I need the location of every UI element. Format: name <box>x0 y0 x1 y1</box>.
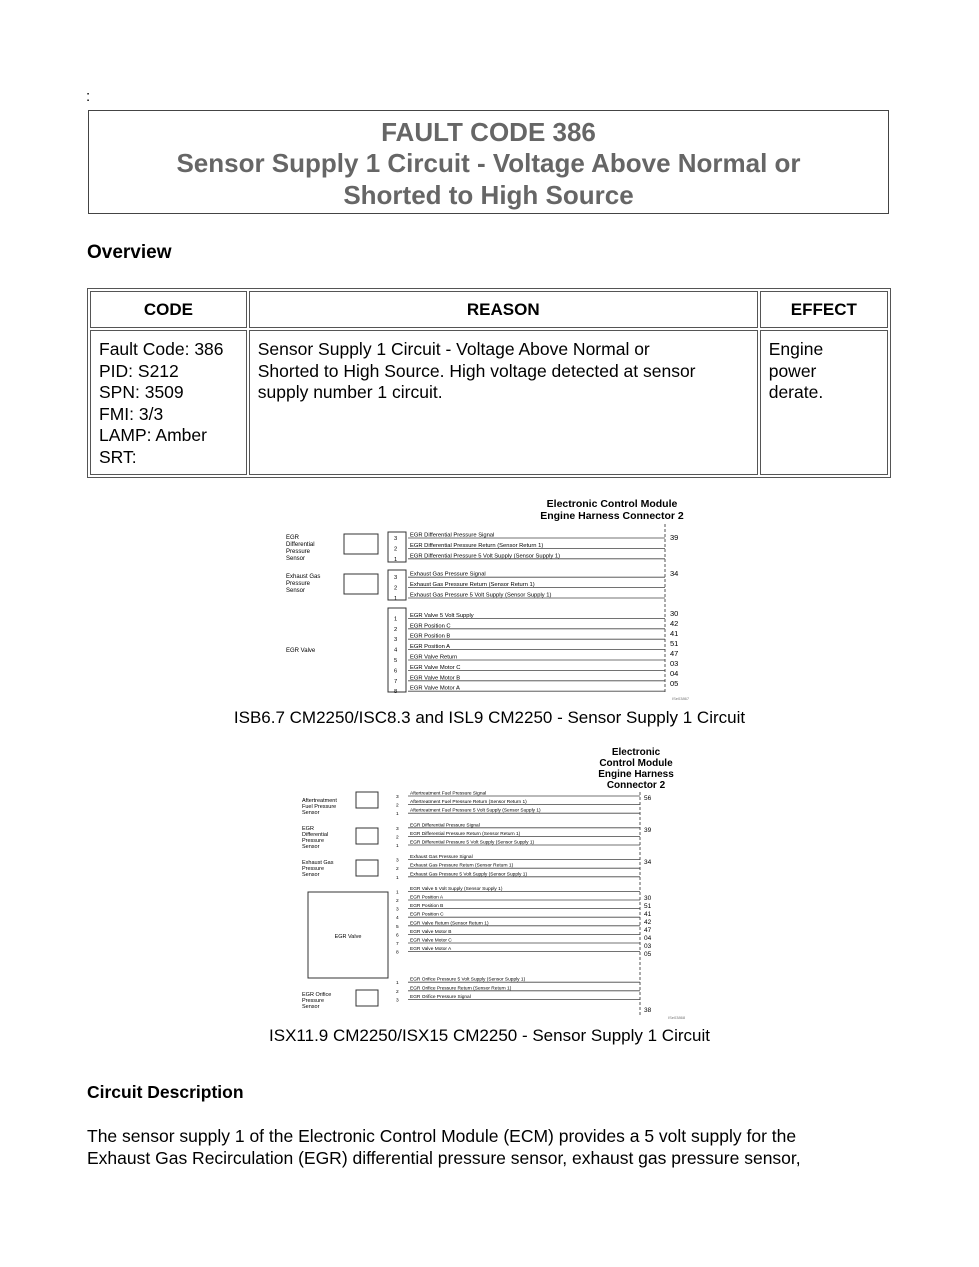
ecm-pin-label: 41 <box>670 629 679 638</box>
reason-line: Sensor Supply 1 Circuit - Voltage Above Normal or <box>257 339 650 359</box>
connector-pin-number: 2 <box>394 546 398 553</box>
wiring-diagram-2 <box>298 744 688 1020</box>
ecm-pin-label: 04 <box>644 935 652 942</box>
wire-label: EGR Differential Pressure Signal <box>410 823 480 829</box>
reason-cell <box>249 330 758 475</box>
component-label: EGR Differential Pressure Sensor <box>286 535 315 562</box>
diagram2-title: Engine Harness <box>598 769 674 780</box>
wire-label: EGR Position B <box>410 904 444 910</box>
wire-label: EGR Differential Pressure Return (Sensor Return 1) <box>410 542 544 549</box>
component-label: EGR Valve <box>286 648 316 654</box>
overview-heading: Overview <box>87 242 172 263</box>
connector-pin-number: 2 <box>396 867 399 873</box>
wire-label: EGR Differential Pressure 5 Volt Supply (Sensor Supply 1) <box>410 840 535 846</box>
sensor-icon <box>356 860 378 876</box>
ecm-pin-label: 03 <box>670 659 679 668</box>
ecm-pin-label: 39 <box>644 827 652 834</box>
ecm-pin-label: 51 <box>670 639 679 648</box>
wire-label: EGR Valve Motor C <box>410 938 452 944</box>
wire-label: EGR Orifice Pressure Return (Sensor Return 1) <box>410 986 512 992</box>
svg-text:ISe03867: ISe03867 <box>672 696 690 701</box>
wire-group <box>394 533 678 696</box>
table-row <box>90 330 888 475</box>
connector-pin-number: 8 <box>396 950 399 956</box>
reason-line: Shorted to High Source. High voltage detected at sensor <box>257 360 696 381</box>
wire-label: EGR Orifice Pressure 5 Volt Supply (Sensor Supply 1) <box>410 977 526 983</box>
diagram2-title: Control Module <box>599 758 673 769</box>
paragraph-line: The sensor supply 1 of the Electronic Control Module (ECM) provides a 5 volt supply for the <box>87 1126 797 1146</box>
page-title-box <box>88 110 889 214</box>
wire-label: Aftertreatment Fuel Pressure 5 Volt Supply (Sensor Supply 1) <box>410 808 541 814</box>
diagram1-title: Electronic Control Module <box>546 498 678 510</box>
wire-label: EGR Valve 5 Volt Supply <box>410 612 474 619</box>
component-label: Aftertreatment Fuel Pressure Sensor <box>302 798 337 816</box>
ecm-pin-label: 30 <box>670 609 679 618</box>
ecm-pin-label: 42 <box>670 619 679 628</box>
connector-pin-number: 1 <box>396 875 399 881</box>
code-line: FMI: 3/3 <box>99 403 164 424</box>
wire-label: EGR Position A <box>410 644 450 651</box>
header-reason: REASON <box>249 291 758 328</box>
wire-label: Aftertreatment Fuel Pressure Signal <box>410 791 487 797</box>
fault-code-table <box>87 288 891 478</box>
wire-label: EGR Orifice Pressure Signal <box>410 994 471 1000</box>
connector-pin-number: 6 <box>394 668 398 675</box>
connector-pin-number: 3 <box>396 907 399 913</box>
wire-label: Exhaust Gas Pressure 5 Volt Supply (Sensor Supply 1) <box>410 872 528 878</box>
wire-label: Exhaust Gas Pressure 5 Volt Supply (Sensor Supply 1) <box>410 592 552 599</box>
connector-pin-number: 2 <box>396 835 399 841</box>
wire-label: EGR Valve Motor C <box>410 664 461 671</box>
wire-label: EGR Valve Motor B <box>410 675 461 682</box>
ecm-pin-label: 05 <box>670 679 679 688</box>
diagram1-caption: ISB6.7 CM2250/ISC8.3 and ISL9 CM2250 - Sensor Supply 1 Circuit <box>233 708 746 727</box>
connector-pin-number: 3 <box>396 998 399 1004</box>
component-label: Exhaust Gas Pressure Sensor <box>286 574 321 594</box>
connector-pin-number: 3 <box>396 858 399 864</box>
connector-pin-number: 1 <box>396 812 399 818</box>
ecm-pin-label: 05 <box>644 951 652 958</box>
leading-colon: : <box>86 88 91 105</box>
page-subtitle-line1: Sensor Supply 1 Circuit - Voltage Above Normal or <box>176 148 801 178</box>
sensor-icon <box>356 792 378 808</box>
connector-pin-number: 2 <box>394 585 398 592</box>
connector-pin-number: 1 <box>396 844 399 849</box>
connector-pin-number: 2 <box>396 803 399 809</box>
component-label: EGR Orifice Pressure Sensor <box>302 992 332 1010</box>
connector-pin-number: 4 <box>396 916 399 922</box>
wire-label: EGR Valve Motor A <box>410 947 452 953</box>
wire-label: EGR Position A <box>410 895 444 901</box>
ecm-pin-label: 30 <box>644 895 652 902</box>
wire-label: Exhaust Gas Pressure Signal <box>410 855 473 861</box>
wire-label: EGR Differential Pressure Signal <box>410 532 495 539</box>
circuit-description-text <box>87 1126 887 1169</box>
ecm-pin-label: 51 <box>644 903 652 910</box>
wire-label: Aftertreatment Fuel Pressure Return (Sensor Return 1) <box>410 800 527 806</box>
ecm-pin-label: 34 <box>670 569 679 578</box>
wire-label: EGR Differential Pressure Return (Sensor Return 1) <box>410 831 521 837</box>
sensor-icon <box>356 990 378 1006</box>
connector-pin-number: 2 <box>396 989 399 995</box>
connector-pin-number: 3 <box>396 795 399 800</box>
code-line: Fault Code: 386 <box>99 339 224 359</box>
wire-label: Exhaust Gas Pressure Return (Sensor Return 1) <box>410 582 535 589</box>
header-code: CODE <box>90 291 247 328</box>
ecm-pin-label: 56 <box>644 795 652 802</box>
wire-label: EGR Valve 5 Volt Supply (Sensor Supply 1) <box>410 886 503 892</box>
connector-pin-number: 6 <box>396 933 399 939</box>
wire-label: EGR Position C <box>410 912 444 918</box>
connector-pin-number: 2 <box>394 626 398 633</box>
wire-label: EGR Position B <box>410 633 451 640</box>
header-effect: EFFECT <box>760 291 888 328</box>
svg-text:ISe03868: ISe03868 <box>668 1015 686 1020</box>
wire-label: EGR Differential Pressure 5 Volt Supply (Sensor Supply 1) <box>410 553 561 560</box>
code-line: SRT: <box>99 446 137 467</box>
wire-label: EGR Valve Return (Sensor Return 1) <box>410 921 489 927</box>
component-label: EGR Differential Pressure Sensor <box>302 826 329 850</box>
effect-line: power <box>768 360 817 381</box>
connector-pin-number: 2 <box>396 899 399 904</box>
ecm-pin-label: 42 <box>644 919 652 926</box>
connector-pin-number: 5 <box>394 658 398 664</box>
wire-label: EGR Position C <box>410 623 451 630</box>
connector-pin-number: 4 <box>394 647 398 654</box>
reason-line: supply number 1 circuit. <box>257 382 443 402</box>
wire-label: Exhaust Gas Pressure Signal <box>410 571 486 578</box>
connector-pin-number: 3 <box>394 575 398 582</box>
ecm-pin-label: 04 <box>670 669 679 678</box>
code-cell <box>90 330 247 475</box>
paragraph-line: Exhaust Gas Recirculation (EGR) differential pressure sensor, exhaust gas pressure sensor, <box>87 1147 801 1168</box>
table-header-row <box>90 291 888 328</box>
effect-cell <box>760 330 888 475</box>
page-subtitle-line2: Shorted to High Source <box>343 180 634 210</box>
connector-pin-number: 1 <box>396 981 399 987</box>
wire-label: EGR Valve Motor B <box>410 929 452 935</box>
connector-pin-number: 3 <box>394 536 398 542</box>
ecm-pin-label: 03 <box>644 943 652 950</box>
connector-pin-number: 1 <box>394 556 398 563</box>
code-line: SPN: 3509 <box>99 382 184 402</box>
connector-pin-number: 1 <box>396 890 399 896</box>
connector-pin-number: 5 <box>396 924 399 930</box>
wiring-diagram-1 <box>280 494 700 704</box>
ecm-pin-label: 38 <box>644 1007 652 1014</box>
effect-line: Engine <box>768 339 824 359</box>
connector-pin-number: 7 <box>394 678 398 685</box>
sensor-icon <box>344 534 378 554</box>
ecm-pin-label: 39 <box>670 533 679 542</box>
connector-pin-number: 7 <box>396 942 399 947</box>
ecm-pin-label: 47 <box>644 927 652 934</box>
wire-label: EGR Valve Motor A <box>410 685 460 692</box>
wire-label: Exhaust Gas Pressure Return (Sensor Return 1) <box>410 863 514 869</box>
connector-pin-number: 1 <box>394 616 398 623</box>
ecm-pin-label: 47 <box>670 649 679 658</box>
ecm-pin-label: 41 <box>644 911 652 918</box>
diagram2-title: Electronic <box>611 747 661 758</box>
circuit-description-heading: Circuit Description <box>87 1082 244 1102</box>
wire-group <box>396 791 652 1015</box>
diagram1-title: Engine Harness Connector 2 <box>540 510 684 522</box>
connector-pin-number: 1 <box>394 596 398 602</box>
code-line: LAMP: Amber <box>99 425 207 445</box>
effect-line: derate. <box>768 382 824 402</box>
connector-pin-number: 8 <box>394 689 398 696</box>
component-label: Exhaust Gas Pressure Sensor <box>302 860 334 878</box>
diagram2-title: Connector 2 <box>606 780 666 791</box>
code-line: PID: S212 <box>99 360 179 381</box>
sensor-icon <box>344 574 378 594</box>
wire-label: EGR Valve Return <box>410 654 458 661</box>
sensor-icon <box>356 828 378 844</box>
connector-pin-number: 3 <box>396 826 399 832</box>
component-label: EGR Valve <box>334 934 362 940</box>
connector-pin-number: 3 <box>394 637 398 644</box>
ecm-pin-label: 34 <box>644 859 652 866</box>
diagram2-caption: ISX11.9 CM2250/ISX15 CM2250 - Sensor Supply 1 Circuit <box>269 1026 710 1045</box>
page-title: FAULT CODE 386 <box>381 117 596 147</box>
